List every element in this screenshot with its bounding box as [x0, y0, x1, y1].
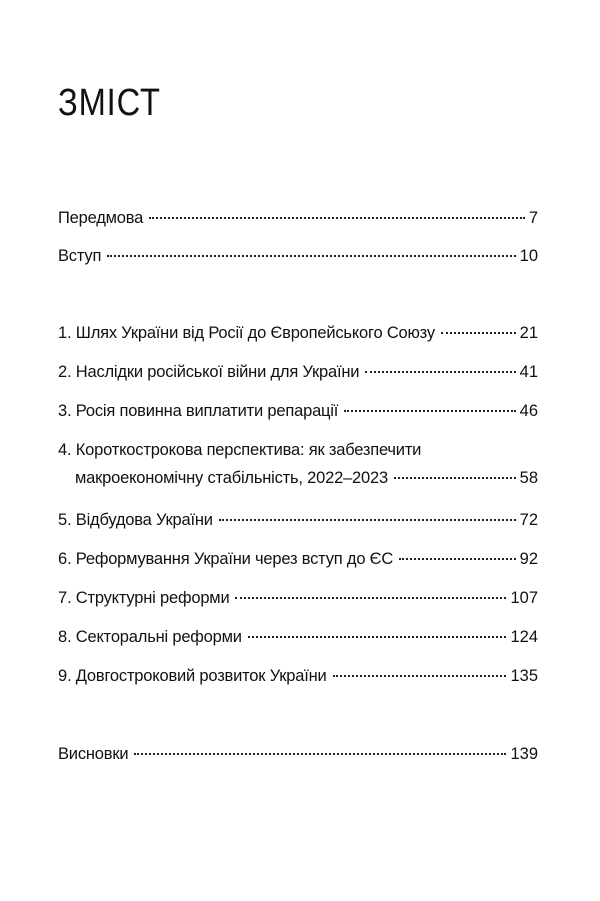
dot-leader	[235, 597, 506, 599]
page-number: 139	[510, 745, 538, 763]
dot-leader	[107, 255, 515, 257]
dot-leader	[219, 519, 516, 521]
toc-entry-chapter-6[interactable]	[58, 545, 538, 573]
entry-label-line1: Короткострокова перспектива: як забезпечити	[75, 441, 422, 459]
toc-entry-chapter-1[interactable]	[58, 319, 538, 347]
entry-label: Передмова	[58, 209, 144, 227]
chapter-number: 1.	[58, 324, 72, 342]
entry-label: Шлях України від Росії до Європейського Союзу	[75, 324, 435, 342]
chapter-number: 7.	[58, 589, 72, 607]
toc-entry-introduction[interactable]	[58, 242, 538, 270]
chapter-number: 9.	[58, 667, 72, 685]
page-number: 46	[519, 402, 538, 420]
page-number: 135	[510, 667, 538, 685]
page-number: 72	[519, 511, 538, 529]
toc-entry-chapter-9[interactable]	[58, 662, 538, 690]
toc-entry-chapter-3[interactable]	[58, 397, 538, 425]
entry-label: Секторальні реформи	[75, 628, 242, 646]
chapter-number: 5.	[58, 511, 72, 529]
entry-label: Вступ	[58, 247, 102, 265]
dot-leader	[333, 675, 507, 677]
chapter-number: 4.	[58, 441, 72, 459]
toc-entry-chapter-5[interactable]	[58, 506, 538, 534]
entry-label: Відбудова України	[75, 511, 213, 529]
entry-label: Реформування України через вступ до ЄС	[75, 550, 394, 568]
dot-leader	[365, 371, 515, 373]
dot-leader	[248, 636, 507, 638]
page-number: 92	[519, 550, 538, 568]
chapter-number: 6.	[58, 550, 72, 568]
toc-entry-foreword[interactable]	[58, 204, 538, 232]
page-number: 124	[510, 628, 538, 646]
page-title: ЗМІСТ	[58, 82, 161, 124]
toc-entry-chapter-4[interactable]	[58, 436, 538, 492]
entry-label-line2: макроекономічну стабільність, 2022–2023	[75, 469, 388, 487]
chapter-number: 8.	[58, 628, 72, 646]
entry-label: Довгостроковий розвиток України	[75, 667, 327, 685]
dot-leader	[344, 410, 515, 412]
toc-entry-chapter-8[interactable]	[58, 623, 538, 651]
dot-leader	[134, 753, 506, 755]
chapter-number: 2.	[58, 363, 72, 381]
dot-leader	[399, 558, 516, 560]
page-number: 21	[519, 324, 538, 342]
dot-leader	[394, 477, 516, 479]
chapter-number: 3.	[58, 402, 72, 420]
toc-entry-conclusions[interactable]	[58, 740, 538, 768]
page-number: 107	[510, 589, 538, 607]
entry-label: Наслідки російської війни для України	[75, 363, 360, 381]
page-number: 41	[519, 363, 538, 381]
entry-label: Структурні реформи	[75, 589, 230, 607]
page-number: 7	[528, 209, 538, 227]
page-number: 10	[519, 247, 538, 265]
toc-entry-chapter-7[interactable]	[58, 584, 538, 612]
dot-leader	[441, 332, 516, 334]
dot-leader	[149, 217, 525, 219]
page-number: 58	[519, 469, 538, 487]
toc-entry-chapter-2[interactable]	[58, 358, 538, 386]
entry-label: Росія повинна виплатити репарації	[75, 402, 339, 420]
entry-label: Висновки	[58, 745, 129, 763]
